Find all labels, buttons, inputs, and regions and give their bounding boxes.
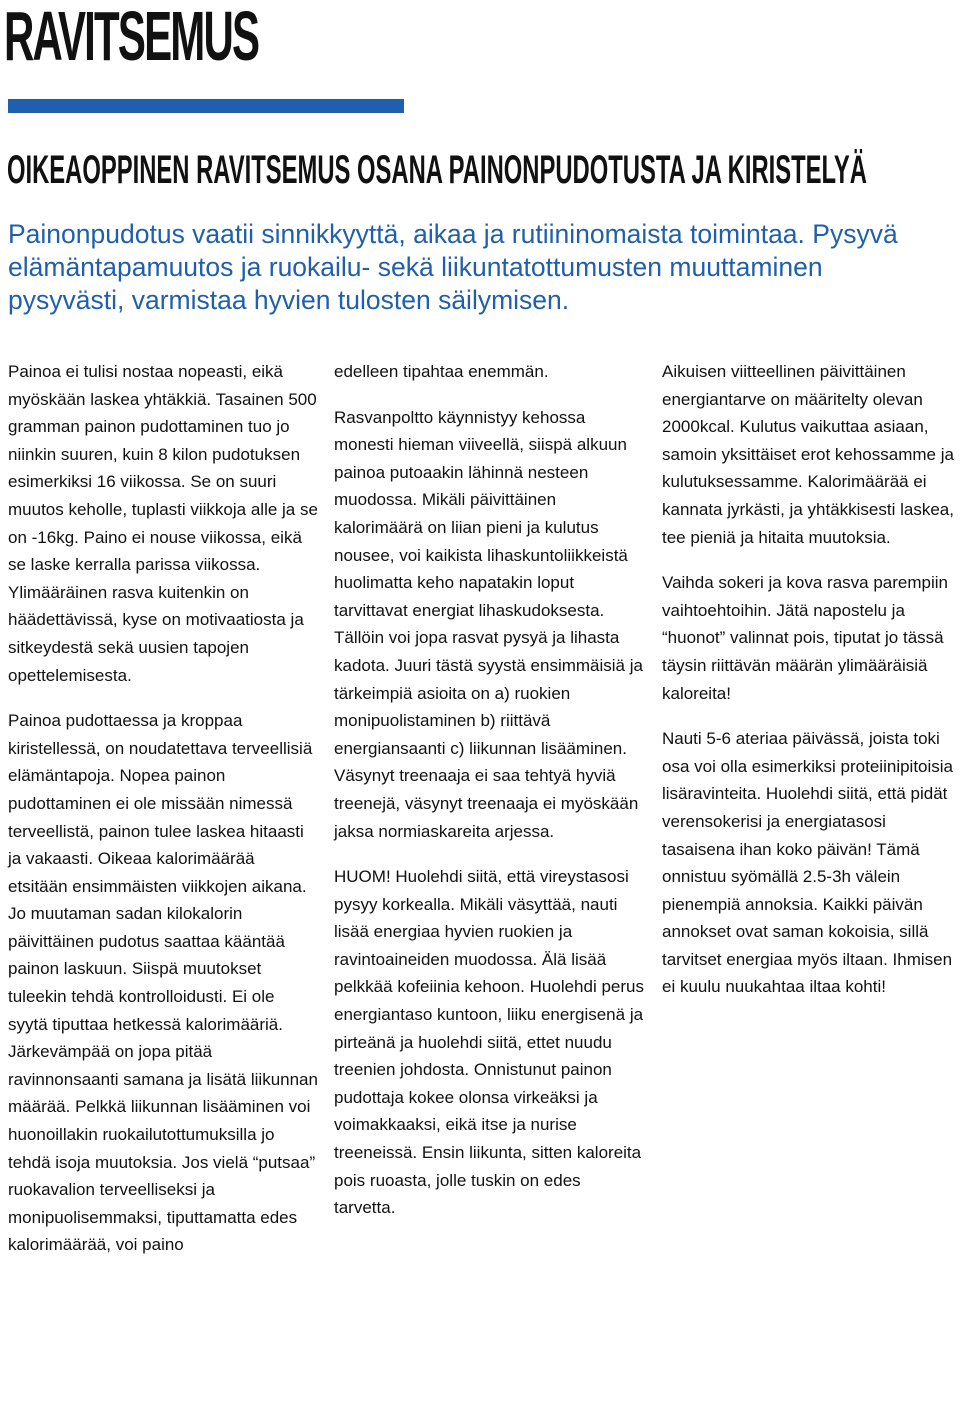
title-accent-bar [8, 99, 404, 113]
text-column-2 [334, 358, 644, 1240]
body-paragraph: Aikuisen viitteellinen päivittäinen energiantarve on määritelty olevan 2000kcal. Kulutus vaikuttaa asiaan, samoin yksittäiset erot kehossamme ja kulutuksessamme. Kalorimäärää ei kannata jyrkästi, ja yhtäkkisesti laskea, tee pieniä ja hitaita muutoksia. [662, 362, 954, 547]
body-paragraph: edelleen tipahtaa enemmän. [334, 362, 549, 381]
lead-paragraph: Painonpudotus vaatii sinnikkyyttä, aikaa ja rutiininomaista toimintaa. Pysyvä elämäntapamuutos ja ruokailu- sekä liikuntatottumusten muuttaminen pysyvästi, varmistaa hyvien tulosten säilymisen. [8, 219, 898, 315]
text-column-3 [662, 358, 960, 1019]
text-column-1 [8, 358, 318, 1277]
body-paragraph: Painoa ei tulisi nostaa nopeasti, eikä myöskään laskea yhtäkkiä. Tasainen 500 gramman painon pudottaminen tuo jo niinkin suuren, kuin 8 kilon pudotuksen esimerkiksi 16 viikossa. Se on suuri muutos keholle, tuplasti viikkoja alle ja se on -16kg. Paino ei nouse viikossa, eikä se laske kerralla parissa viikossa. Ylimääräinen rasva kuitenkin on häädettävissä, kyse on motivaatiosta ja sitkeydestä sekä uusien tapojen opettelemisesta. [8, 362, 318, 685]
body-paragraph: Vaihda sokeri ja kova rasva parempiin vaihtoehtoihin. Jätä napostelu ja “huonot” valinnat pois, tiputat jo tässä täysin riittävän määrän ylimääräisiä kaloreita! [662, 573, 948, 703]
body-paragraph: Nauti 5-6 ateriaa päivässä, joista toki osa voi olla esimerkiksi proteiinipitoisia lisäravinteita. Huolehdi siitä, että pidät verensokerisi ja energiatasosi tasaisena ihan koko päivän! Tämä onnistuu syömällä 2.5-3h välein pienempiä annoksia. Kaikki päivän annokset ovat saman kokoisia, sillä tarvitset energiaa myös iltaan. Ihmisen ei kuulu nuukahtaa iltaa kohti! [662, 729, 954, 997]
page-title: RAVITSEMUS [4, 0, 259, 75]
body-paragraph: Rasvanpoltto käynnistyy kehossa monesti hieman viiveellä, siispä alkuun painoa putoaakin lähinnä nesteen muodossa. Mikäli päivittäinen kalorimäärä on liian pieni ja kulutus nousee, voi kaikista lihaskuntoliikkeistä huolimatta keho napatakin loput tarvittavat energiat lihaskudoksesta. Tällöin voi jopa rasvat pysyä ja lihasta kadota. Juuri tästä syystä ensimmäisiä ja tärkeimpiä asioita on a) ruokien monipuolistaminen b) riittävä energiansaanti c) liikunnan lisääminen. Väsynyt treenaaja ei saa tehtyä hyviä treenejä, väsynyt treenaaja ei myöskään jaksa normiaskareita arjessa. [334, 407, 643, 841]
body-paragraph: Painoa pudottaessa ja kroppaa kiristellessä, on noudatettava terveellisiä elämäntapoja. Nopea painon pudottaminen ei ole missään nimessä terveellistä, painon tulee laskea hitaasti ja vakaasti. Oikeaa kalorimäärää etsitään ensimmäisten viikkojen aikana. Jo muutaman sadan kilokalorin päivittäinen pudotus saattaa kääntää painon laskuun. Siispä muutokset tuleekin tehdä kontrolloidusti. Ei ole syytä tiputtaa hetkessä kalorimääriä. Järkevämpää on jopa pitää ravinnonsaanti samana ja lisätä liikunnan määrää. Pelkkä liikunnan lisääminen voi huonoillakin ruokailutottumuksilla jo tehdä isoja muutoksia. Jos vielä “putsaa” ruokavalion terveelliseksi ja monipuolisemmaksi, tiputtamatta edes kalorimäärää, voi paino [8, 711, 318, 1255]
body-paragraph: HUOM! Huolehdi siitä, että vireystasosi pysyy korkealla. Mikäli väsyttää, nauti lisää energiaa hyvien ruokien ja ravintoaineiden muodossa. Älä lisää pelkkää kofeiinia kehoon. Huolehdi perus energiantaso kuntoon, liiku energisenä ja pirteänä ja huolehdi siitä, ettet nuudu treenien johdosta. Onnistunut painon pudottaja kokee olonsa virkeäksi ja voimakkaaksi, eikä itse ja nurise treeneissä. Ensin liikunta, sitten kaloreita pois ruoasta, jolle tuskin on edes tarvetta. [334, 867, 644, 1218]
section-subtitle: OIKEAOPPINEN RAVITSEMUS OSANA PAINONPUDOTUSTA JA KIRISTELYÄ [7, 148, 867, 192]
